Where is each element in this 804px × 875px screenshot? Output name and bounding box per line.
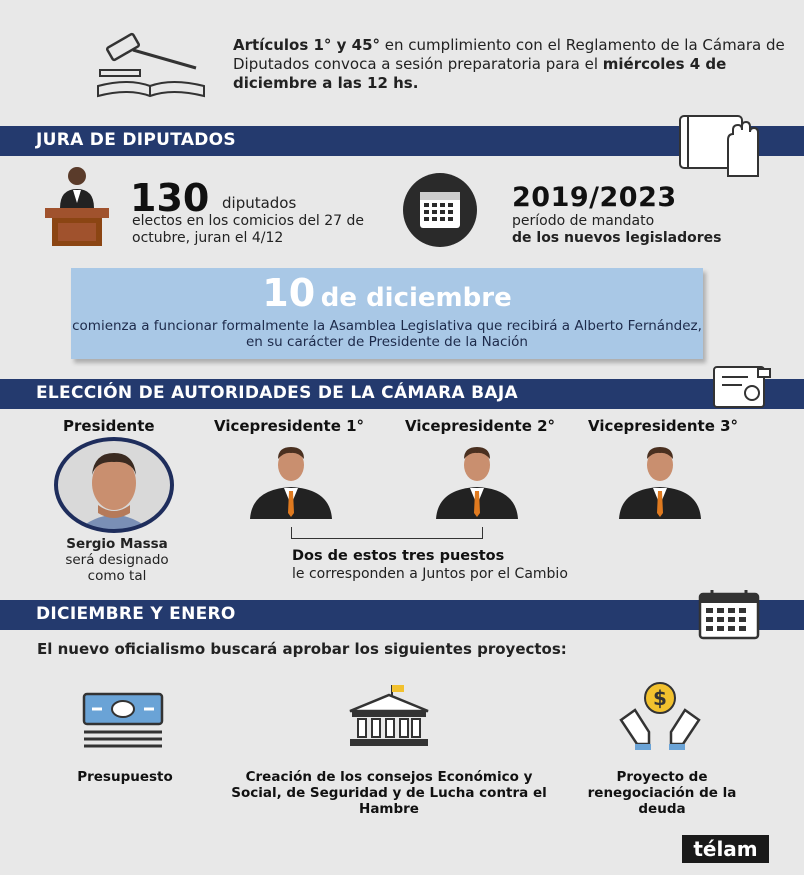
document-stamp-icon — [708, 363, 776, 411]
mandate-desc — [512, 213, 721, 247]
calendar-icon — [402, 172, 478, 248]
vicepresident-1-person-icon — [248, 443, 334, 519]
president-name: Sergio Massa — [66, 536, 168, 552]
highlight-number: 10 — [262, 271, 316, 315]
highlight-desc: comienza a funcionar formalmente la Asamblea Legislativa que recibirá a Alberto Fernández, en su carácter de Presidente de la Nación — [72, 318, 702, 350]
telam-logo: télam — [682, 835, 769, 863]
highlight-title — [71, 271, 703, 315]
vicepresidents-bracket — [291, 527, 483, 539]
project-consejos: Creación de los consejos Económico y Social, de Seguridad y de Lucha contra el Hambre — [231, 769, 547, 817]
note-bold: Dos de estos tres puestos — [292, 548, 505, 564]
mandate-desc-line2: de los nuevos legisladores — [512, 230, 722, 246]
deputies-unit: diputados — [222, 194, 297, 212]
deputies-desc: electos en los comicios del 27 de octubre, juran el 4/12 — [132, 213, 365, 246]
gavel-icon — [88, 18, 213, 100]
role-vice-3: Vicepresidente 3° — [588, 417, 739, 435]
section-title-autoridades: ELECCIÓN DE AUTORIDADES DE LA CÁMARA BAJA — [36, 383, 518, 403]
mandate-period: 2019/2023 — [512, 182, 677, 213]
president-photo-avatar — [54, 437, 174, 533]
vicepresident-2-person-icon — [434, 443, 520, 519]
oath-hand-icon — [676, 110, 766, 182]
role-vice-2: Vicepresidente 2° — [405, 417, 556, 435]
project-deuda: Proyecto de renegociación de la deuda — [587, 769, 737, 817]
deputies-count: 130 — [130, 176, 210, 220]
government-building-icon — [346, 683, 432, 749]
vicepresident-3-person-icon — [617, 443, 703, 519]
svg-text:$: $ — [653, 686, 667, 710]
highlight-box — [71, 268, 703, 359]
president-desc: será designado como tal — [65, 552, 169, 584]
role-vice-1: Vicepresidente 1° — [214, 417, 365, 435]
projects-intro: El nuevo oficialismo buscará aprobar los siguientes proyectos: — [37, 640, 567, 658]
note-rest: le corresponden a Juntos por el Cambio — [292, 566, 568, 582]
section-title-jura: JURA DE DIPUTADOS — [36, 130, 236, 150]
section-band-diciembre — [0, 600, 804, 630]
hands-dollar-icon — [615, 680, 705, 752]
role-presidente: Presidente — [63, 417, 155, 435]
section-title-diciembre: DICIEMBRE Y ENERO — [36, 604, 236, 624]
president-name-block — [57, 536, 177, 584]
banknote-icon — [80, 690, 166, 748]
intro-text: Artículos 1° y 45° en cumplimiento con el Reglamento de la Cámara de Diputados convoca a sesión preparatoria para el miércoles 4 de diciembre a las 12 hs. — [233, 36, 785, 92]
calendar-grid-icon — [696, 588, 764, 640]
highlight-word: de diciembre — [320, 283, 512, 313]
project-presupuesto: Presupuesto — [77, 769, 173, 785]
section-band-autoridades — [0, 379, 804, 409]
mandate-desc-line1: período de mandato — [512, 213, 655, 229]
podium-speaker-icon — [40, 163, 115, 248]
